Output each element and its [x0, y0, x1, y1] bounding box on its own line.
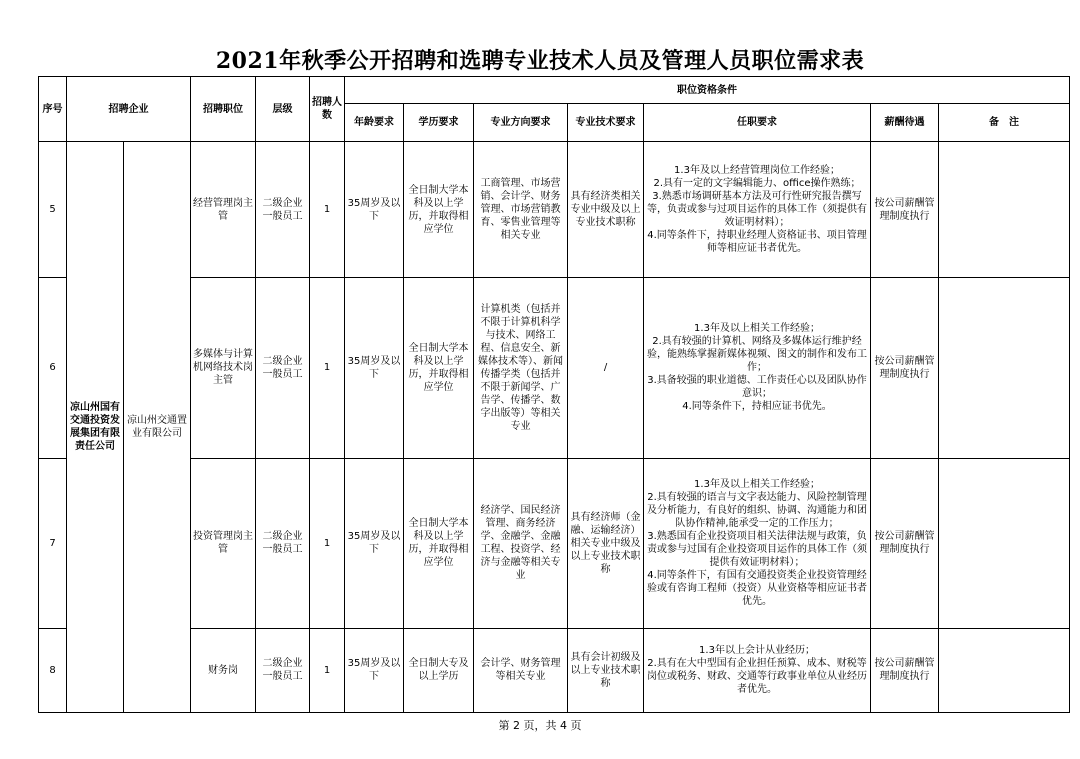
header-position: 招聘职位	[191, 77, 256, 142]
table-row	[39, 628, 1070, 712]
row-tech: 具有经济师（金融、运输经济）相关专业中级及以上专业技术职称	[568, 458, 644, 628]
header-row-1	[39, 77, 1070, 104]
row-seq: 8	[39, 628, 67, 712]
table-row	[39, 458, 1070, 628]
row-salary: 按公司薪酬管理制度执行	[871, 628, 939, 712]
row-seq: 7	[39, 458, 67, 628]
row-education: 全日制大学本科及以上学历，并取得相应学位	[404, 142, 474, 278]
row-age: 35周岁及以下	[345, 142, 404, 278]
row-salary: 按公司薪酬管理制度执行	[871, 142, 939, 278]
row-headcount: 1	[310, 278, 345, 458]
header-major: 专业方向要求	[474, 104, 568, 142]
row-level: 二级企业一般员工	[256, 142, 310, 278]
row-major: 计算机类（包括并不限于计算机科学与技术、网络工程、信息安全、新媒体技术等）、新闻传播学类（包括并不限于新闻学、广告学、传播学、数字出版等）等相关专业	[474, 278, 568, 458]
row-duty: 1.3年及以上相关工作经验； 2.具有较强的计算机、网络及多媒体运行维护经验，能熟练掌握新媒体视频、图文的制作和发布工作； 3.具备较强的职业道德、工作责任心以及团队协作意识； 4.同等条件下，持相应证书优先。	[644, 278, 871, 458]
row-position: 投资管理岗主管	[191, 458, 256, 628]
row-education: 全日制大学本科及以上学历，并取得相应学位	[404, 278, 474, 458]
row-education: 全日制大学本科及以上学历，并取得相应学位	[404, 458, 474, 628]
header-duty: 任职要求	[644, 104, 871, 142]
header-level: 层级	[256, 77, 310, 142]
header-education: 学历要求	[404, 104, 474, 142]
row-tech: 具有经济类相关专业中级及以上专业技术职称	[568, 142, 644, 278]
row-tech: 具有会计初级及以上专业技术职称	[568, 628, 644, 712]
row-headcount: 1	[310, 142, 345, 278]
table-row	[39, 142, 1070, 278]
row-tech: /	[568, 278, 644, 458]
row-remark	[939, 278, 1070, 458]
row-seq: 6	[39, 278, 67, 458]
company-sub: 凉山州交通置业有限公司	[124, 142, 191, 713]
row-salary: 按公司薪酬管理制度执行	[871, 458, 939, 628]
row-remark	[939, 628, 1070, 712]
table-row	[39, 278, 1070, 458]
row-duty: 1.3年及以上相关工作经验； 2.具有较强的语言与文字表达能力、风险控制管理及分析能力，有良好的组织、协调、沟通能力和团队协作精神,能承受一定的工作压力； 3.熟悉国有企业投资项目相关法律法规与政策，负责或参与过国有企业投资项目运作的具体工作（须提供有效证明材料）； 4.同等条件下，有国有交通投资类企业投资管理经验或有咨询工程师（投资）从业资格等相应证书者优先。	[644, 458, 871, 628]
row-remark	[939, 458, 1070, 628]
row-level: 二级企业一般员工	[256, 278, 310, 458]
position-requirements-table	[38, 76, 1070, 713]
row-headcount: 1	[310, 458, 345, 628]
row-position: 多媒体与计算机网络技术岗主管	[191, 278, 256, 458]
header-age: 年龄要求	[345, 104, 404, 142]
row-age: 35周岁及以下	[345, 628, 404, 712]
row-level: 二级企业一般员工	[256, 628, 310, 712]
row-salary: 按公司薪酬管理制度执行	[871, 278, 939, 458]
header-salary: 薪酬待遇	[871, 104, 939, 142]
row-major: 工商管理、市场营销、会计学、财务管理、市场营销教育、零售业管理等相关专业	[474, 142, 568, 278]
header-company: 招聘企业	[67, 77, 191, 142]
header-qualifications: 职位资格条件	[345, 77, 1070, 104]
header-headcount: 招聘人数	[310, 77, 345, 142]
row-age: 35周岁及以下	[345, 458, 404, 628]
row-headcount: 1	[310, 628, 345, 712]
row-education: 全日制大专及以上学历	[404, 628, 474, 712]
header-seq: 序号	[39, 77, 67, 142]
row-age: 35周岁及以下	[345, 278, 404, 458]
row-duty: 1.3年以上会计从业经历； 2.具有在大中型国有企业担任预算、成本、财税等岗位或税务、财政、交通等行政事业单位从业经历者优先。	[644, 628, 871, 712]
row-remark	[939, 142, 1070, 278]
row-level: 二级企业一般员工	[256, 458, 310, 628]
header-remark: 备 注	[939, 104, 1070, 142]
row-seq: 5	[39, 142, 67, 278]
page-footer: 第 2 页，共 4 页	[498, 719, 582, 732]
row-position: 财务岗	[191, 628, 256, 712]
company-parent: 凉山州国有交通投资发展集团有限责任公司	[67, 142, 124, 713]
page-title: 2021年秋季公开招聘和选聘专业技术人员及管理人员职位需求表	[215, 48, 865, 74]
row-position: 经营管理岗主管	[191, 142, 256, 278]
header-tech: 专业技术要求	[568, 104, 644, 142]
row-major: 经济学、国民经济管理、商务经济学、金融学、金融工程、投资学、经济与金融等相关专业	[474, 458, 568, 628]
row-duty: 1.3年及以上经营管理岗位工作经验； 2.具有一定的文字编辑能力、office操作熟练； 3.熟悉市场调研基本方法及可行性研究报告撰写等，负责或参与过项目运作的具体工作（须提供有效证明材料）； 4.同等条件下，持职业经理人资格证书、项目管理师等相应证书者优先。	[644, 142, 871, 278]
row-major: 会计学、财务管理等相关专业	[474, 628, 568, 712]
